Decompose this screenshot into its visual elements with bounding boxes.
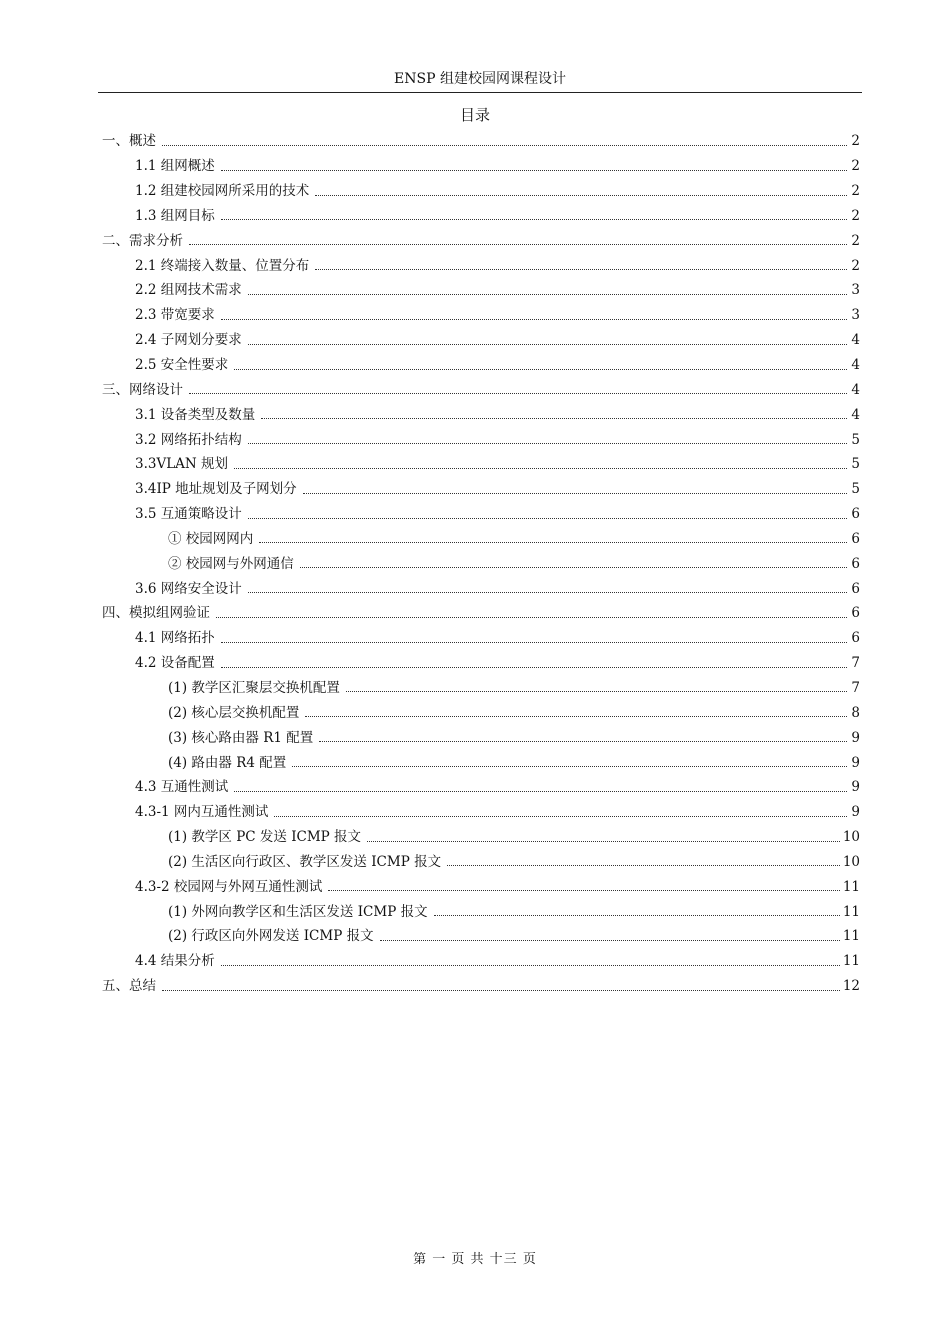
toc-page-number: 6: [851, 580, 860, 597]
toc-dot-leader: [319, 741, 847, 742]
toc-dot-leader: [234, 468, 847, 469]
toc-page-number: 11: [842, 928, 860, 945]
toc-page-number: 6: [851, 506, 860, 523]
toc-entry[interactable]: [102, 601, 860, 626]
toc-entry-text: 4.1 网络拓扑: [135, 630, 215, 647]
toc-entry-text: 4.2 设备配置: [135, 655, 215, 672]
toc-page-number: 7: [851, 679, 860, 696]
toc-dot-leader: [221, 642, 847, 643]
toc-page-number: 11: [842, 878, 860, 895]
toc-entry[interactable]: [102, 551, 860, 576]
toc-page-number: 6: [851, 605, 860, 622]
toc-entry-text: (3) 核心路由器 R1 配置: [168, 729, 314, 746]
toc-dot-leader: [221, 170, 847, 171]
toc-dot-leader: [248, 592, 847, 593]
toc-entry[interactable]: [102, 750, 860, 775]
toc-entry-text: 三、网络设计: [102, 381, 183, 398]
toc-entry[interactable]: [102, 527, 860, 552]
toc-entry-text: 3.2 网络拓扑结构: [135, 431, 242, 448]
toc-entry-text: ② 校园网与外网通信: [168, 555, 294, 572]
toc-page-number: 3: [851, 307, 860, 324]
toc-title: 目录: [459, 106, 490, 124]
toc-page-number: 3: [851, 282, 860, 299]
toc-entry-text: 4.3 互通性测试: [135, 779, 229, 796]
toc-dot-leader: [221, 219, 847, 220]
toc-page-number: 7: [851, 655, 860, 672]
toc-dot-leader: [216, 617, 847, 618]
toc-page-number: 4: [851, 406, 860, 423]
toc-page-number: 4: [851, 381, 860, 398]
toc-entry[interactable]: [102, 477, 860, 502]
toc-entry[interactable]: [102, 974, 860, 999]
toc-dot-leader: [447, 865, 840, 866]
toc-dot-leader: [380, 940, 840, 941]
toc-entry-text: (4) 路由器 R4 配置: [168, 754, 287, 771]
toc-entry-text: 2.4 子网划分要求: [135, 332, 242, 349]
toc-entry[interactable]: [102, 800, 860, 825]
toc-dot-leader: [315, 195, 847, 196]
toc-page-number: 2: [851, 257, 860, 274]
toc-dot-leader: [189, 244, 847, 245]
toc-entry[interactable]: [102, 924, 860, 949]
toc-dot-leader: [248, 443, 847, 444]
toc-dot-leader: [221, 965, 840, 966]
toc-entry[interactable]: [102, 700, 860, 725]
toc-dot-leader: [189, 393, 847, 394]
toc-entry[interactable]: [102, 626, 860, 651]
toc-entry-text: 1.2 组建校园网所采用的技术: [135, 183, 310, 200]
toc-dot-leader: [315, 269, 847, 270]
toc-dot-leader: [292, 766, 847, 767]
toc-entry[interactable]: [102, 775, 860, 800]
toc-entry-text: 2.2 组网技术需求: [135, 282, 242, 299]
toc-entry[interactable]: [102, 849, 860, 874]
toc-page-number: 5: [851, 481, 860, 498]
toc-dot-leader: [248, 518, 847, 519]
toc-entry-text: (1) 教学区汇聚层交换机配置: [168, 679, 340, 696]
toc-entry[interactable]: [102, 899, 860, 924]
toc-entry-text: (2) 行政区向外网发送 ICMP 报文: [168, 928, 374, 945]
toc-page-number: 4: [851, 332, 860, 349]
toc-entry[interactable]: [102, 377, 860, 402]
toc-dot-leader: [346, 691, 847, 692]
toc-entry-text: 2.5 安全性要求: [135, 357, 229, 374]
toc-page-number: 6: [851, 555, 860, 572]
toc-dot-leader: [221, 319, 847, 320]
toc-entry-text: 五、总结: [102, 978, 156, 995]
toc-entry[interactable]: [102, 154, 860, 179]
toc-entry[interactable]: [102, 278, 860, 303]
toc-entry[interactable]: [102, 949, 860, 974]
toc-entry-text: 3.4IP 地址规划及子网划分: [135, 481, 297, 498]
toc-entry[interactable]: [102, 228, 860, 253]
toc-page-number: 5: [851, 431, 860, 448]
toc-entry-text: 2.1 终端接入数量、位置分布: [135, 257, 310, 274]
toc-entry-text: (2) 核心层交换机配置: [168, 704, 300, 721]
toc-entry-text: (1) 教学区 PC 发送 ICMP 报文: [168, 829, 362, 846]
toc-dot-leader: [234, 791, 847, 792]
toc-dot-leader: [261, 418, 847, 419]
toc-entry-text: 4.4 结果分析: [135, 953, 215, 970]
toc-entry-text: (2) 生活区向行政区、教学区发送 ICMP 报文: [168, 853, 442, 870]
toc-entry[interactable]: [102, 328, 860, 353]
toc-dot-leader: [162, 145, 847, 146]
toc-page-number: 6: [851, 630, 860, 647]
toc-dot-leader: [328, 890, 839, 891]
toc-page-number: 2: [851, 133, 860, 150]
toc-page-number: 2: [851, 232, 860, 249]
toc-dot-leader: [367, 841, 840, 842]
toc-entry-text: 4.3-2 校园网与外网互通性测试: [135, 878, 323, 895]
toc-entry-text: 1.3 组网目标: [135, 207, 215, 224]
toc-page-number: 9: [851, 729, 860, 746]
toc-dot-leader: [274, 816, 847, 817]
toc-entry[interactable]: [102, 129, 860, 154]
toc-page-number: 6: [851, 530, 860, 547]
page-footer: 第 一 页 共 十三 页: [413, 1252, 537, 1267]
toc-entry[interactable]: [102, 676, 860, 701]
toc-dot-leader: [303, 493, 847, 494]
toc-page-number: 12: [842, 978, 860, 995]
toc-entry[interactable]: [102, 253, 860, 278]
toc-entry[interactable]: [102, 353, 860, 378]
table-of-contents: [102, 129, 860, 999]
page-header: [98, 68, 862, 93]
toc-page-number: 9: [851, 754, 860, 771]
toc-entry[interactable]: [102, 651, 860, 676]
toc-dot-leader: [221, 667, 847, 668]
toc-entry-text: 四、模拟组网验证: [102, 605, 210, 622]
toc-dot-leader: [234, 369, 847, 370]
toc-page-number: 2: [851, 183, 860, 200]
toc-entry-text: 一、概述: [102, 133, 156, 150]
header-title: ENSP 组建校园网课程设计: [394, 71, 566, 87]
toc-entry[interactable]: [102, 725, 860, 750]
toc-page-number: 5: [851, 456, 860, 473]
toc-entry-text: 3.5 互通策略设计: [135, 506, 242, 523]
toc-dot-leader: [305, 716, 847, 717]
toc-dot-leader: [434, 915, 840, 916]
toc-entry[interactable]: [102, 452, 860, 477]
toc-page-number: 10: [842, 853, 860, 870]
toc-dot-leader: [248, 344, 847, 345]
toc-page-number: 4: [851, 357, 860, 374]
toc-entry[interactable]: [102, 825, 860, 850]
toc-entry-text: 3.1 设备类型及数量: [135, 406, 256, 423]
toc-entry-text: 3.3VLAN 规划: [135, 456, 229, 473]
toc-entry-text: 2.3 带宽要求: [135, 307, 215, 324]
toc-entry[interactable]: [102, 502, 860, 527]
toc-entry[interactable]: [102, 576, 860, 601]
toc-dot-leader: [300, 567, 847, 568]
toc-dot-leader: [162, 990, 840, 991]
toc-page-number: 2: [851, 207, 860, 224]
toc-dot-leader: [248, 294, 847, 295]
toc-entry-text: 4.3-1 网内互通性测试: [135, 804, 269, 821]
toc-entry-text: (1) 外网向教学区和生活区发送 ICMP 报文: [168, 903, 428, 920]
toc-dot-leader: [259, 542, 847, 543]
toc-entry[interactable]: [102, 874, 860, 899]
toc-entry-text: 3.6 网络安全设计: [135, 580, 242, 597]
toc-entry[interactable]: [102, 179, 860, 204]
toc-entry-text: 1.1 组网概述: [135, 158, 215, 175]
toc-entry[interactable]: [102, 303, 860, 328]
toc-page-number: 9: [851, 804, 860, 821]
toc-page-number: 9: [851, 779, 860, 796]
toc-page-number: 10: [842, 829, 860, 846]
toc-page-number: 8: [851, 704, 860, 721]
toc-entry-text: ① 校园网网内: [168, 530, 254, 547]
toc-entry[interactable]: [102, 427, 860, 452]
toc-page-number: 11: [842, 903, 860, 920]
toc-entry[interactable]: [102, 402, 860, 427]
toc-page-number: 2: [851, 158, 860, 175]
toc-entry-text: 二、需求分析: [102, 232, 183, 249]
toc-page-number: 11: [842, 953, 860, 970]
toc-entry[interactable]: [102, 204, 860, 229]
